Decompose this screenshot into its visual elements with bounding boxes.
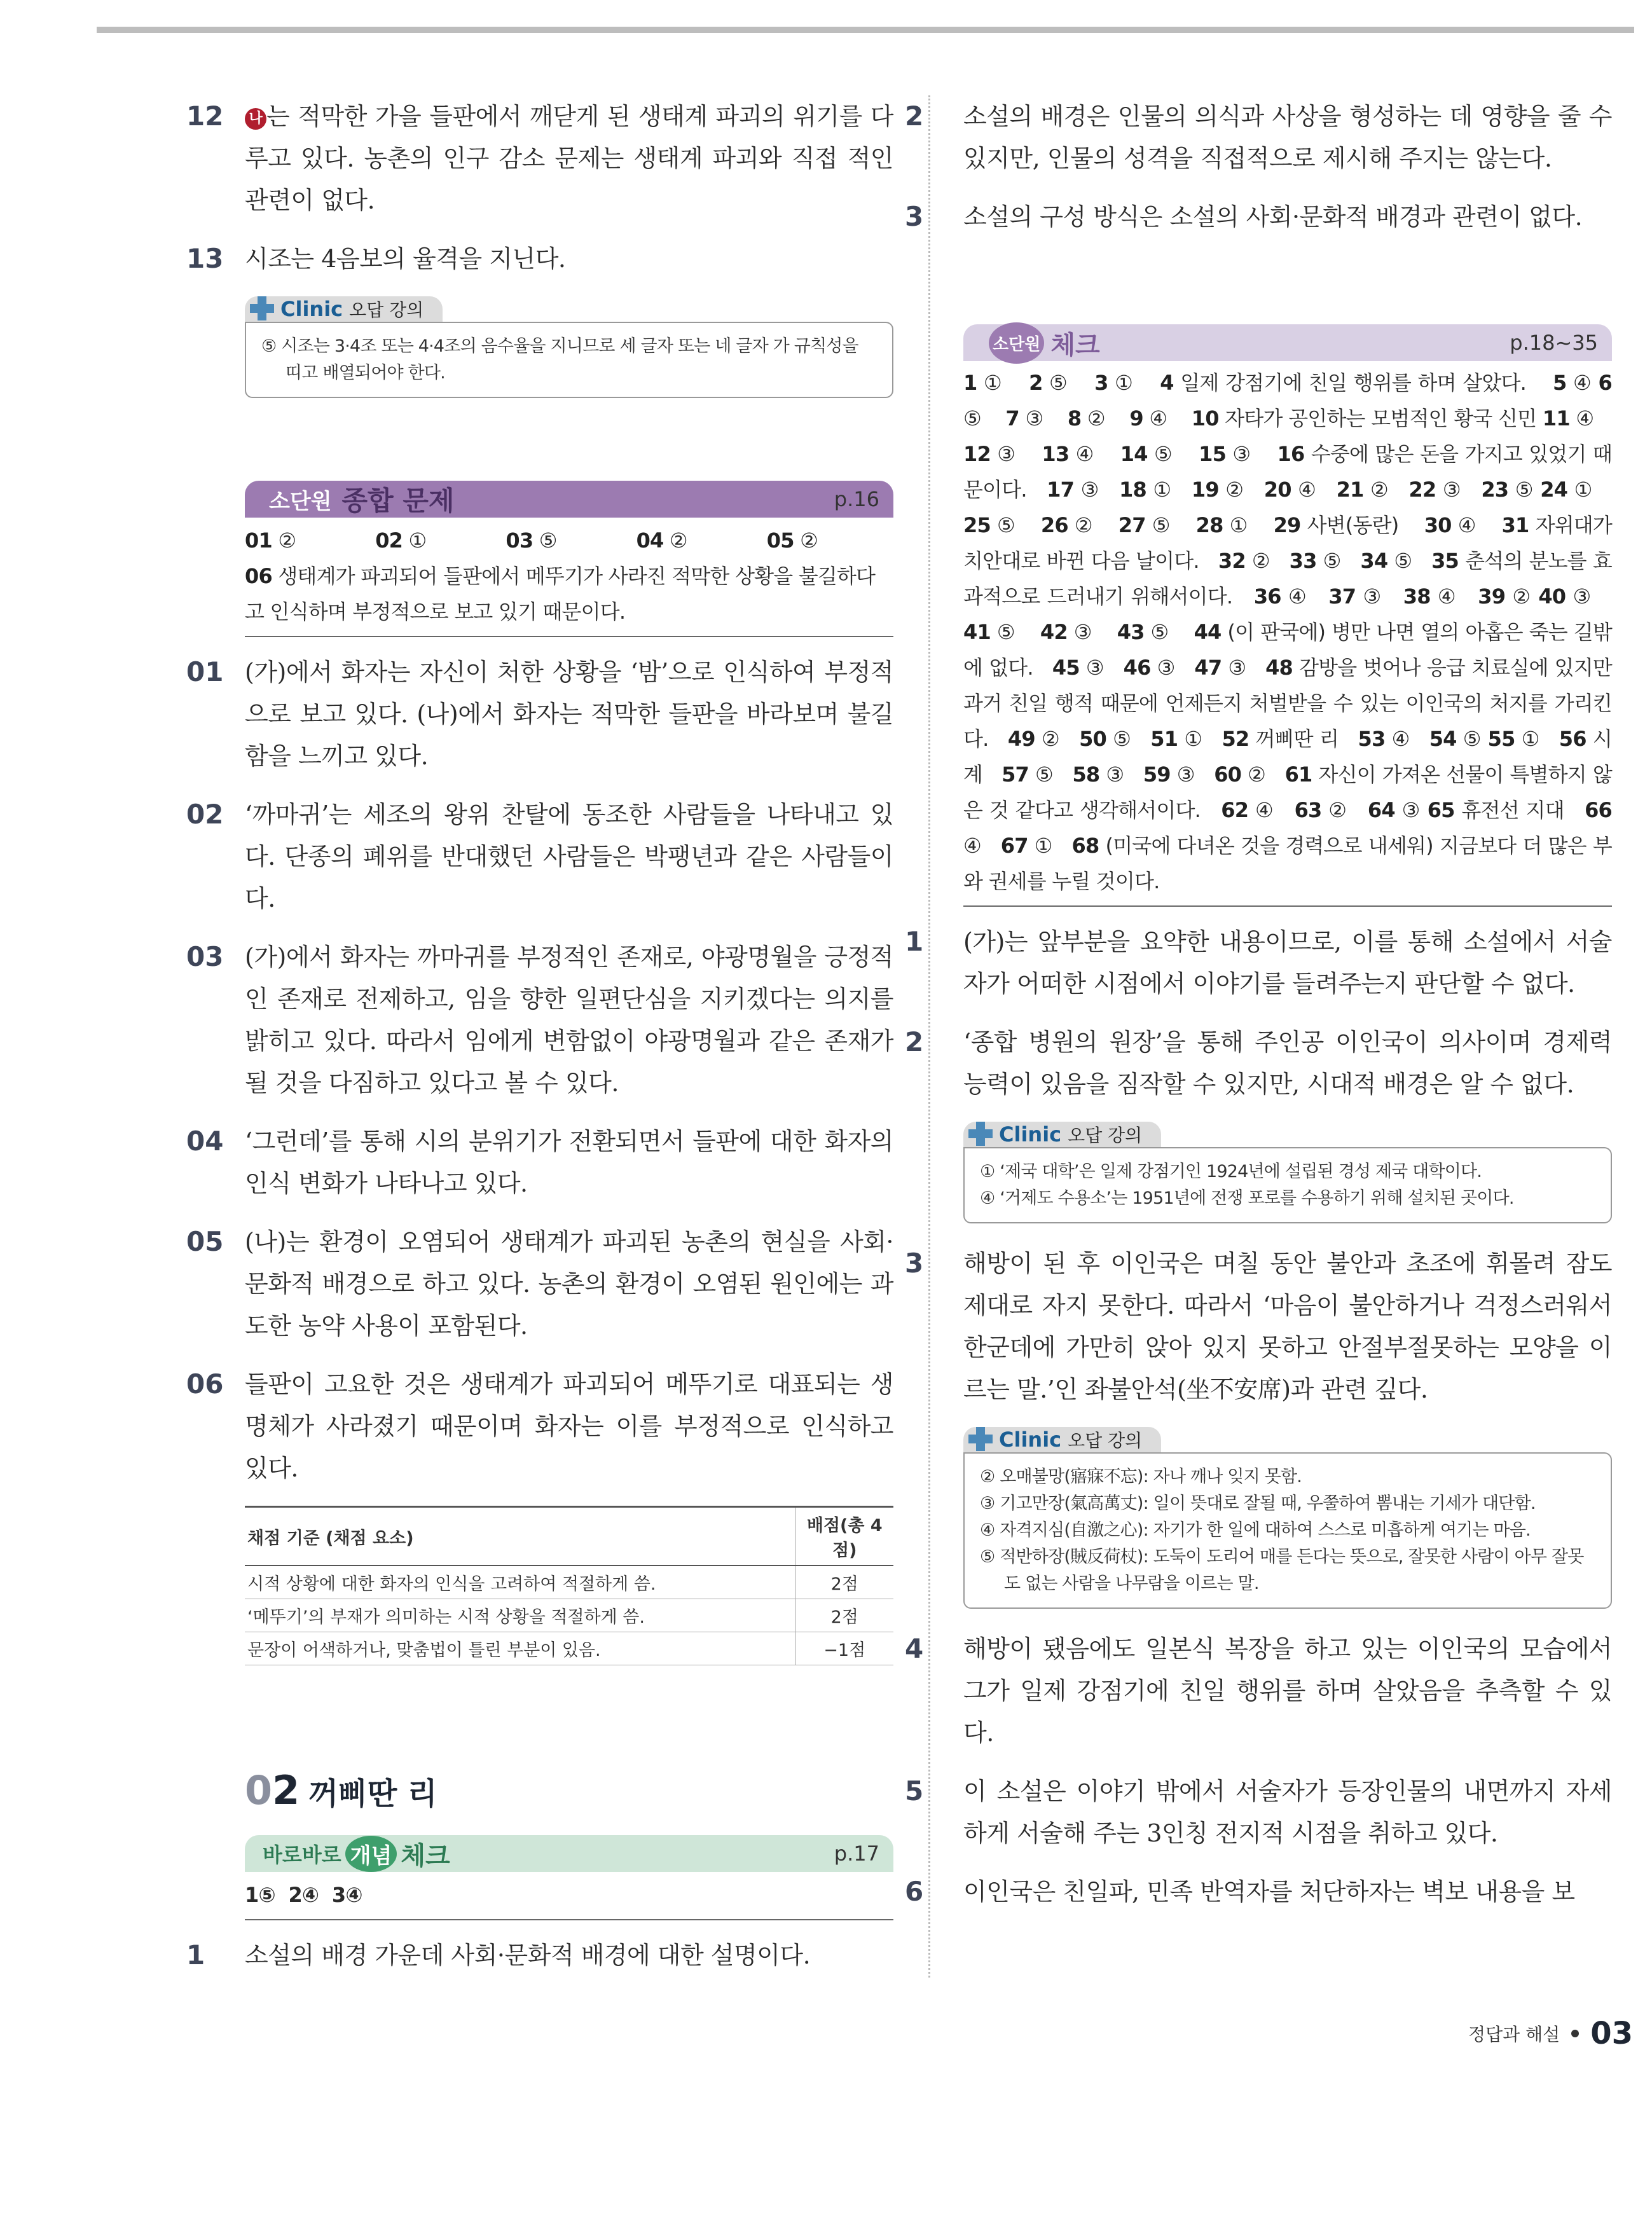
answer-01: 01 ② (245, 528, 296, 553)
clinic-box (245, 296, 893, 398)
answer-04: 04 ② (636, 528, 687, 553)
explanation-4: 4 해방이 됐음에도 일본식 복장을 하고 있는 이인국의 모습에서 그가 일제 강점기에 친일 행위를 하며 살았음을 추측할 수 있다. (905, 1633, 1612, 1747)
clinic-header: Clinic 오답 강의 (963, 1122, 1161, 1147)
circled-mark: 나 (245, 108, 266, 130)
table-row: 문장이 어색하거나, 맞춤법이 틀린 부분이 있음. −1점 (245, 1632, 893, 1665)
question-number: 13 (186, 243, 224, 274)
section-title-02: 02 꺼삐딴 리 (245, 1767, 437, 1814)
divider-line (245, 636, 893, 637)
clinic-body: ① ‘제국 대학’은 일제 강점기인 1924년에 설립된 경성 제국 대학이다. ④ ‘거제도 수용소’는 1951년에 전쟁 포로를 수용하기 위해 설치된 곳이다. (963, 1147, 1612, 1223)
answer-03: 03 ⑤ (506, 528, 557, 553)
explanation-02: 02 ‘까마귀’는 세조의 왕위 찬탈에 동조한 사람들을 나타내고 있다. 단종의 폐위를 반대했던 사람들은 박팽년과 같은 사람들이다. (186, 799, 893, 912)
clinic-box (963, 1427, 1612, 1609)
section-banner-concept: 바로바로 개념 체크 p.17 (245, 1835, 893, 1872)
plus-icon (966, 1424, 995, 1454)
question-12 (186, 95, 893, 221)
explanation-03: 03 (가)에서 화자는 까마귀를 부정적인 존재로, 야광명월을 긍정적인 존재로 전제하고, 임을 향한 일편단심을 지키겠다는 의지를 밝히고 있다. 따라서 임에게 변함없이 야광명월과 같은 존재가 될 것을 다짐하고 있다고 볼 수 있다. (186, 941, 893, 1097)
explanation-2: 2 소설의 배경은 인물의 의식과 사상을 형성하는 데 영향을 줄 수 있지만, 인물의 성격을 직접적으로 제시해 주지는 않는다. (905, 100, 1612, 172)
divider-line (245, 1919, 893, 1920)
bullet-icon (1571, 2030, 1579, 2037)
page-number: 03 (1590, 2016, 1633, 2051)
table-row: ‘메뚜기’의 부재가 의미하는 시적 상황을 적절하게 씀. 2점 (245, 1599, 893, 1632)
right-column (905, 95, 1613, 1929)
explanation-04: 04 ‘그런데’를 통해 시의 분위기가 전환되면서 들판에 대한 화자의 인식 변화가 나타나고 있다. (186, 1125, 893, 1197)
table-header: 채점 기준 (채점 요소) 배점(총 4점) (245, 1507, 893, 1566)
explanation-01: 01 (가)에서 화자는 자신이 처한 상황을 ‘밤’으로 인식하여 부정적으로 보고 있다. (나)에서 화자는 적막한 들판을 바라보며 불길함을 느끼고 있다. (186, 656, 893, 770)
explanation-3: 3 해방이 된 후 이인국은 며칠 동안 불안과 초조에 휘몰려 잠도 제대로 자지 못한다. 따라서 ‘마음이 불안하거나 걱정스러워서 한군데에 가만히 앉아 있지 못하고 안절부절못하는 모양을 이르는 말.’인 좌불안석(坐不安席)과 관련 깊다. (905, 1248, 1612, 1403)
explanation-3: 3 소설의 구성 방식은 소설의 사회·문화적 배경과 관련이 없다. (905, 201, 1583, 232)
clinic-body: ② 오매불망(寤寐不忘): 자나 깨나 잊지 못함. ③ 기고만장(氣高萬丈): 일이 뜻대로 잘될 때, 우쭐하여 뽐내는 기세가 대단함. ④ 자격지심(自激之心): 자기가 한 일에 대하여 스스로 미흡하게 여기는 마음. ⑤ 적반하장(賊反荷杖): 도둑이 도리어 매를 든다는 뜻으로, 잘못한 사람이 아무 잘못도 없는 사람을 나무람을 이르는 말. (963, 1452, 1612, 1609)
explanation-5: 5 이 소설은 이야기 밖에서 서술자가 등장인물의 내면까지 자세하게 서술해 주는 3인칭 전지적 시점을 취하고 있다. (905, 1775, 1612, 1847)
page-footer (1468, 2016, 1633, 2051)
question-text: 시조는 4음보의 율격을 지닌다. (245, 245, 566, 273)
explanation-2: 2 ‘종합 병원의 원장’을 통해 주인공 이인국이 의사이며 경제력 능력이 있음을 짐작할 수 있지만, 시대적 배경은 알 수 없다. (905, 1026, 1612, 1098)
explanation-6: 6 이인국은 친일파, 민족 반역자를 처단하자는 벽보 내용을 보 (905, 1876, 1575, 1907)
table-row: 시적 상황에 대한 화자의 인식을 고려하여 적절하게 씀. 2점 (245, 1566, 893, 1599)
left-column (186, 95, 893, 1993)
divider-line (963, 905, 1612, 907)
explanation-05: 05 (나)는 환경이 오염되어 생태계가 파괴된 농촌의 현실을 사회·문화적 배경으로 하고 있다. 농촌의 환경이 오염된 원인에는 과도한 농약 사용이 포함된다. (186, 1226, 893, 1340)
answer-05: 05 ② (766, 528, 818, 553)
clinic-header: Clinic 오답 강의 (245, 296, 443, 322)
section-banner-summary: 소단원 종합 문제 p.16 (245, 481, 893, 518)
question-13 (186, 238, 893, 280)
explanation-06: 06 들판이 고요한 것은 생태계가 파괴되어 메뚜기로 대표되는 생명체가 사라졌기 때문이며 화자는 이를 부정적으로 인식하고 있다. (186, 1368, 893, 1482)
answer-block: 1 ① 2 ⑤ 3 ① 4 일제 강점기에 친일 행위를 하며 살았다. 5 ④ 6 ⑤ 7 ③ 8 ② 9 ④ 10 자타가 공인하는 모범적인 황국 신민 11 ④ 12 ③ 13 ④ 14 ⑤ 15 ③ 16 수중에 많은 돈을 가지고 있었기 때문이다. 17 ③ 18 ① 19 ② 20 ④ 21 ② 22 ③ 23 ⑤ 24 ① 25 ⑤ 26 ② 27 ⑤ 28 ① 29 사변(동란) 30 ④ 31 자위대가 치안대로 바뀐 다음 날이다. 32 ② 33 ⑤ 34 ⑤ 35 춘석의 분노를 효과적으로 드러내기 위해서이다. 36 ④ 37 ③ 38 ④ 39 ② 40 ③ 41 ⑤ 42 ③ 43 ⑤ 44 (이 판국에) 병만 나면 열의 아홉은 죽는 길밖에 없다. 45 ③ 46 ③ 47 ③ 48 감방을 벗어나 응급 치료실에 있지만 과거 친일 행적 때문에 언제든지 처벌받을 수 있는 이인국의 처지를 가리킨다. 49 ② 50 ⑤ 51 ① 52 꺼삐딴 리 53 ④ 54 ⑤ 55 ① 56 시계 57 ⑤ 58 ③ 59 ③ 60 ② 61 자신이 가져온 선물이 특별하지 않은 것 같다고 생각해서이다. 62 ④ 63 ② 64 ③ 65 휴전선 지대 66 ④ 67 ① 68 (미국에 다녀온 것을 경력으로 내세워) 지금보다 더 많은 부와 권세를 누릴 것이다. (963, 371, 1613, 893)
question-number: 12 (186, 100, 224, 132)
scoring-table (245, 1506, 893, 1665)
section-banner-check: 소단원 체크 p.18~35 (963, 324, 1612, 361)
explanation-1: 1 소설의 배경 가운데 사회·문화적 배경에 대한 설명이다. (186, 1939, 811, 1971)
top-rule (97, 27, 1634, 33)
answer-row (245, 523, 893, 558)
answer-02: 02 ① (375, 528, 427, 553)
answer-06: 06 생태계가 파괴되어 들판에서 메뚜기가 사라진 적막한 상황을 불길하다고 인식하며 부정적으로 보고 있기 때문이다. (245, 564, 876, 624)
question-text: 나 는 적막한 가을 들판에서 깨닫게 된 생태계 파괴의 위기를 다루고 있다. 농촌의 인구 감소 문제는 생태계 파괴와 직접 적인 관련이 없다. (245, 102, 893, 214)
plus-icon (247, 294, 277, 323)
clinic-body: ⑤ 시조는 3·4조 또는 4·4조의 음수율을 지니므로 세 글자 또는 네 글자 가 규칙성을 띠고 배열되어야 한다. (245, 322, 893, 398)
plus-icon (966, 1119, 995, 1148)
footer-label: 정답과 해설 (1468, 2024, 1560, 2045)
answer-row-concept: 1⑤ 2④ 3④ (245, 1883, 362, 1907)
clinic-box (963, 1122, 1612, 1223)
explanation-1: 1 (가)는 앞부분을 요약한 내용이므로, 이를 통해 소설에서 서술자가 어떠한 시점에서 이야기를 들려주는지 판단할 수 없다. (905, 926, 1612, 998)
clinic-header: Clinic 오답 강의 (963, 1427, 1161, 1452)
